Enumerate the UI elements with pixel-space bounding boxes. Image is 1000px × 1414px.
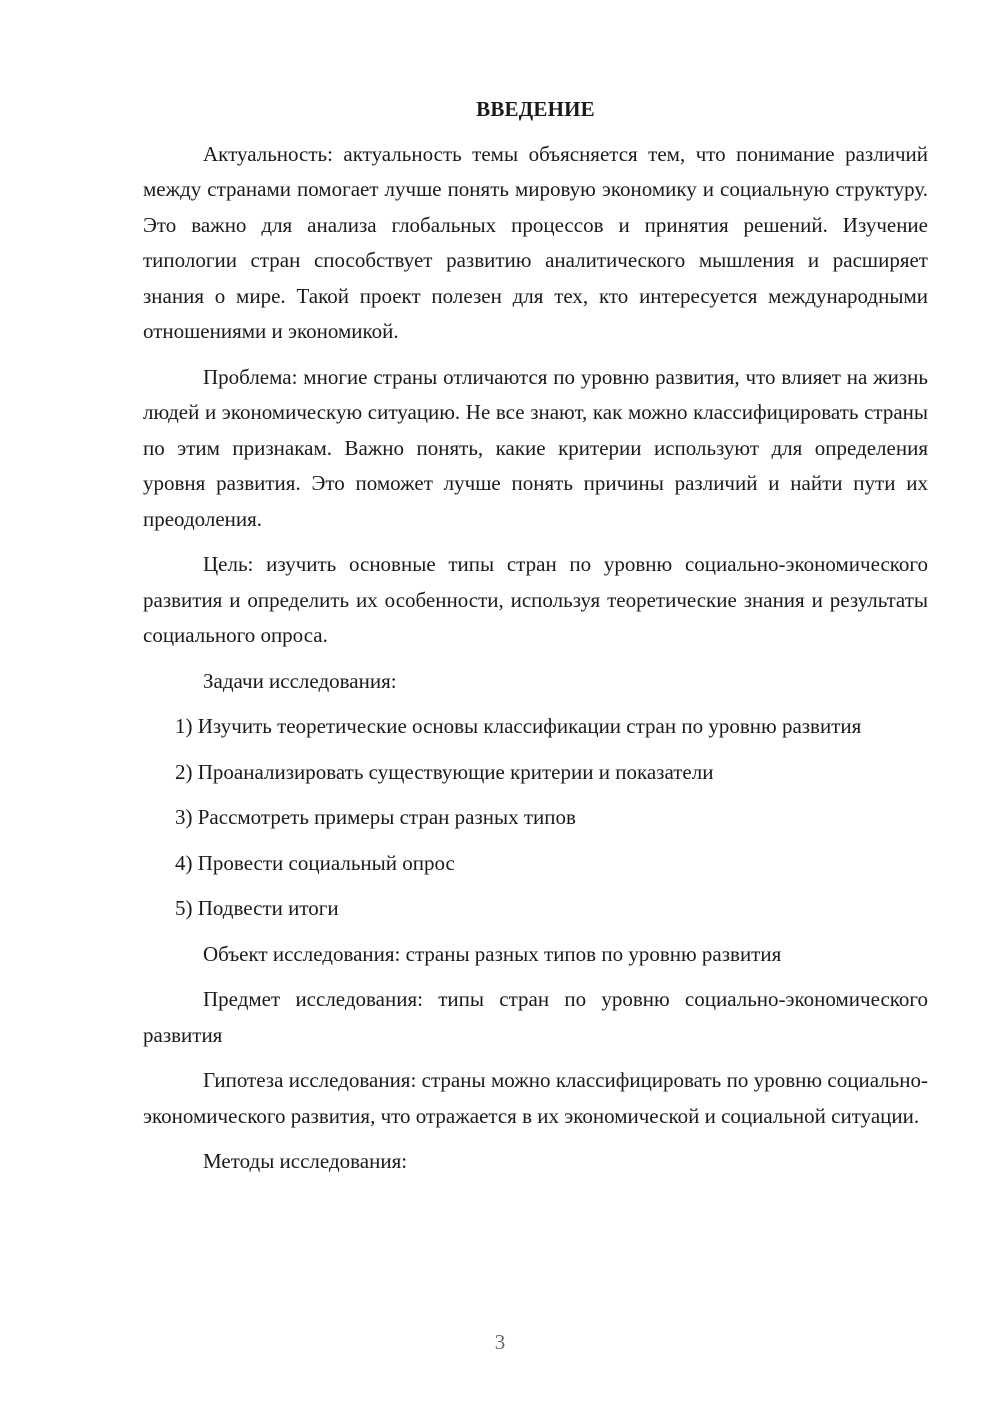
task-item-4: 4) Провести социальный опрос <box>175 850 455 875</box>
paragraph-subject: Предмет исследования: типы стран по уровню социально-экономического развития <box>143 987 928 1047</box>
task-item-1: 1) Изучить теоретические основы классификации стран по уровню развития <box>175 714 862 738</box>
task-item-3: 3) Рассмотреть примеры стран разных типов <box>175 805 576 829</box>
document-page <box>143 92 928 1190</box>
section-heading: ВВЕДЕНИЕ <box>476 97 595 121</box>
methods-title: Методы исследования: <box>203 1149 408 1173</box>
task-item-2: 2) Проанализировать существующие критерии и показатели <box>175 759 714 784</box>
paragraph-object: Объект исследования: страны разных типов по уровню развития <box>203 941 782 966</box>
paragraph-relevance: Актуальность: актуальность темы объясняется тем, что понимание различий между странами помогает лучше понять мировую экономику и социальную структуру. Это важно для анализа глобальных процессов и принятия решений. Изучение типологии стран способствует развитию аналитического мышления и расширяет знания о мире. Такой проект полезен для тех, кто интересуется международными отношениями и экономикой. <box>143 141 928 343</box>
tasks-title: Задачи исследования: <box>203 668 397 693</box>
paragraph-hypothesis: Гипотеза исследования: страны можно классифицировать по уровню социально-экономического развития, что отражается в их экономической и социальной ситуации. <box>143 1068 928 1128</box>
paragraph-goal: Цель: изучить основные типы стран по уровню социально-экономического развития и определить их особенности, используя теоретические знания и результаты социального опроса. <box>143 552 928 647</box>
page-number: 3 <box>494 1330 506 1354</box>
paragraph-problem: Проблема: многие страны отличаются по уровню развития, что влияет на жизнь людей и экономическую ситуацию. Не все знают, как можно классифицировать страны по этим признакам. Важно понять, какие критерии используют для определения уровня развития. Это поможет лучше понять причины различий и найти пути их преодоления. <box>143 364 928 531</box>
task-item-5: 5) Подвести итоги <box>175 896 339 920</box>
